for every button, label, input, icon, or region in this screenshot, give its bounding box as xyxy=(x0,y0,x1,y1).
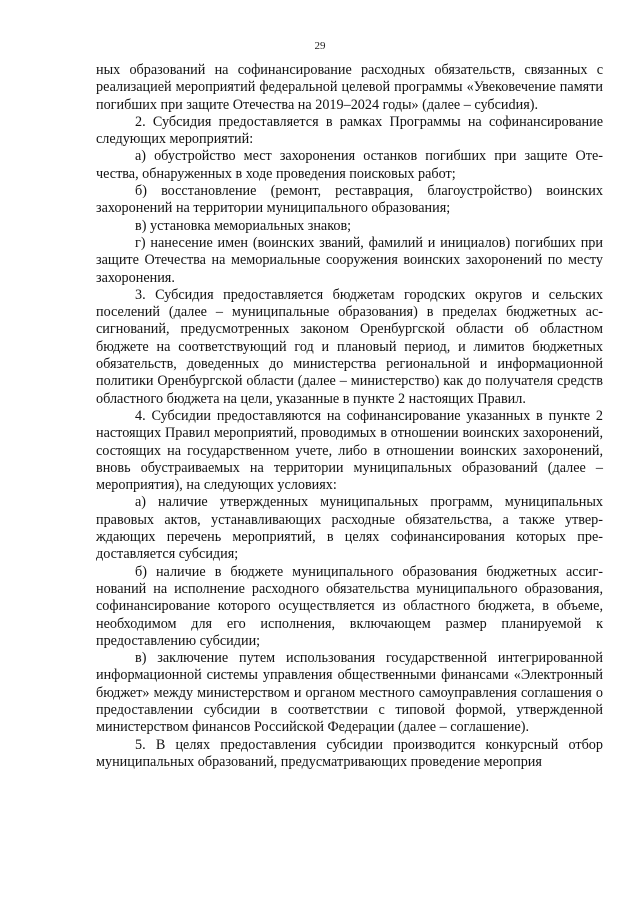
paragraph-item-3: 3. Субсидия предоставляется бюджетам городских округов и сельских поселений (далее – муниципальные образования) в пределах бюджетных ассигнований, предусмотренных законом Оренбургской области об областном бюджете на соответствующий год и плановый период, и лимитов бюджетных обязательств, доведенных до министерства региональной и информационной политики Оренбургской области (далее – министерство) как до получателя средств областного бюджета на цели, указанные в пункте 2 настоящих Правил. xyxy=(96,286,603,407)
condition-item-v: в) заключение путем использования государственной интегрированной информационной системы управления общественными финансами «Электронный бюджет» между министерством и органом местного самоуправления соглашения о предоставлении субсидии в соответствии с типовой формой, утвержденной министерством финансов Российской Федерации (далее – соглашение). xyxy=(96,650,603,736)
page-number: 29 xyxy=(314,40,326,52)
paragraph-item-5: 5. В целях предоставления субсидии производится конкурсный отбор муниципальных образований, предусматривающих проведение мероприя xyxy=(96,736,603,770)
paragraph-item-4: 4. Субсидии предоставляются на софинансирование указанных в пункте 2 настоящих Правил мероприятий, проводимых в отношении воинских захоронений, состоящих на государственном учете, либо в отношении воинских захоронений, вновь обустраиваемых на территории муниципальных образований (далее – мероприятия), на следующих условиях: xyxy=(96,407,603,494)
document-body xyxy=(96,62,603,771)
paragraph-continuation: ных образований на софинансирование расходных обязательств, связанных с реализацией мероприятий федеральной целевой программы «Увековечение памяти погибших при защите Отечества на 2019–2024 годы» (далее – субсиdия). xyxy=(96,62,603,113)
condition-item-b: б) наличие в бюджете муниципального образования бюджетных ассигнований на исполнение расходного обязательства муниципального образования, софинансирование которого осуществляется из областного бюджета, в объеме, необходимом для его исполнения, включающем размер планируемой к предоставлению субсидии; xyxy=(96,563,603,649)
condition-item-a: а) наличие утвержденных муниципальных программ, муниципальных правовых актов, устанавливающих расходные обязательства, а также утверждающих перечень мероприятий, в целях софинансирования которых предоставляется субсидия; xyxy=(96,494,603,563)
paragraph-item-2: 2. Субсидия предоставляется в рамках Программы на софинансирование следующих мероприятий: xyxy=(96,113,603,148)
list-item-v: в) установка мемориальных знаков; xyxy=(135,217,352,234)
list-item-a: а) обустройство мест захоронения останков погибших при защите Отечества, обнаруженных в ходе проведения поисковых работ; xyxy=(96,148,603,182)
list-item-g: г) нанесение имен (воинских званий, фамилий и инициалов) погибших при защите Отечества на мемориальные сооружения воинских захоронений по месту захоронения. xyxy=(96,234,603,286)
list-item-b: б) восстановление (ремонт, реставрация, благоустройство) воинских захоронений на территории муниципального образования; xyxy=(96,183,603,217)
